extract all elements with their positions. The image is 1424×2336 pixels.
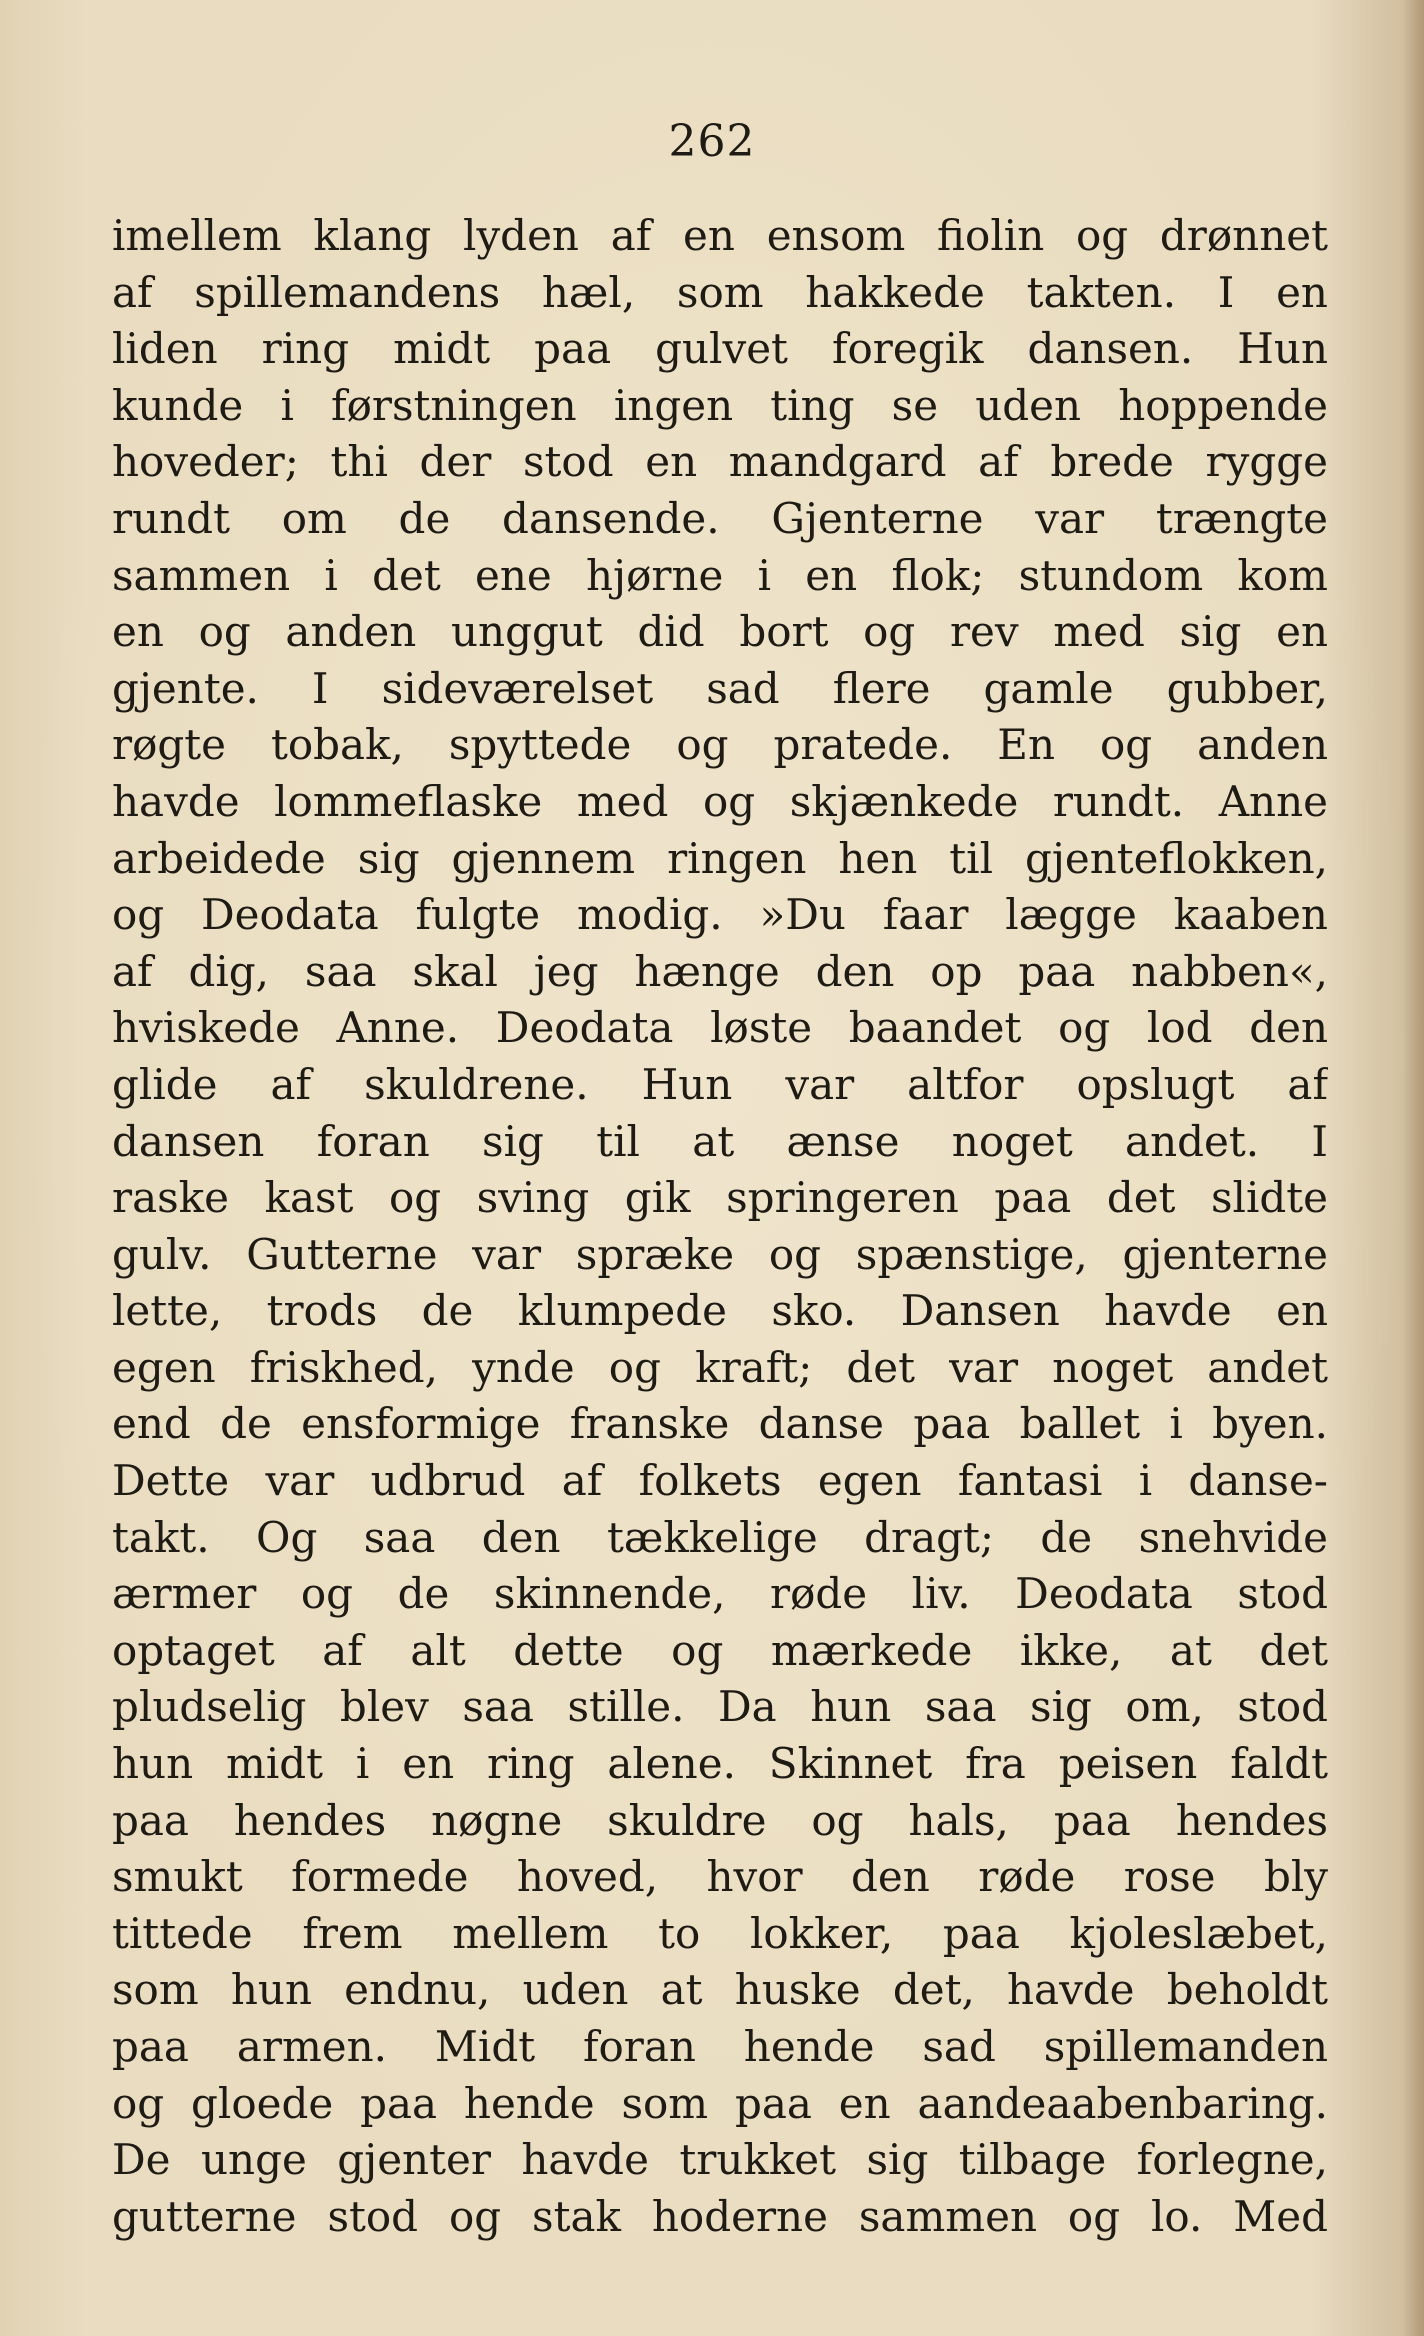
text-line: og gloede paa hende som paa en aandeaabenbaring. — [112, 2078, 1328, 2128]
text-line: glide af skuldrene. Hun var altfor opslugt af — [112, 1059, 1328, 1109]
text-line: raske kast og sving gik springeren paa det slidte — [112, 1173, 1328, 1223]
text-line: og Deodata fulgte modig. »Du faar lægge kaaben — [112, 890, 1328, 940]
text-line: hviskede Anne. Deodata løste baandet og lod den — [112, 1003, 1328, 1053]
text-line: rundt om de dansende. Gjenterne var trængte — [112, 493, 1328, 543]
text-line: liden ring midt paa gulvet foregik dansen. Hun — [112, 324, 1328, 374]
text-line: gjente. I sideværelset sad flere gamle gubber, — [112, 663, 1328, 713]
page-number: 262 — [668, 116, 756, 167]
text-line: end de ensformige franske danse paa ballet i byen. — [112, 1399, 1328, 1449]
text-line: sammen i det ene hjørne i en flok; stundom kom — [112, 550, 1328, 600]
text-line: ærmer og de skinnende, røde liv. Deodata stod — [112, 1569, 1328, 1619]
text-line: af spillemandens hæl, som hakkede takten. I en — [112, 267, 1328, 317]
text-line: kunde i førstningen ingen ting se uden hoppende — [112, 380, 1328, 430]
text-line: gulv. Gutterne var spræke og spænstige, gjenterne — [112, 1229, 1328, 1279]
text-line: røgte tobak, spyttede og pratede. En og anden — [112, 720, 1328, 770]
text-line: imellem klang lyden af en ensom fiolin og drønnet — [112, 211, 1328, 260]
text-line: pludselig blev saa stille. Da hun saa sig om, stod — [112, 1682, 1328, 1732]
text-line: gutterne stod og stak hoderne sammen og lo. Med — [112, 2191, 1328, 2241]
text-line: smukt formede hoved, hvor den røde rose bly — [112, 1852, 1328, 1902]
text-line: paa hendes nøgne skuldre og hals, paa hendes — [112, 1795, 1328, 1845]
text-line: egen friskhed, ynde og kraft; det var noget andet — [112, 1342, 1328, 1392]
text-line: havde lommeflaske med og skjænkede rundt. Anne — [112, 776, 1328, 826]
text-line: optaget af alt dette og mærkede ikke, at det — [112, 1625, 1328, 1675]
text-line: De unge gjenter havde trukket sig tilbage forlegne, — [112, 2135, 1328, 2185]
text-line: lette, trods de klumpede sko. Dansen havde en — [112, 1286, 1328, 1336]
text-line: tittede frem mellem to lokker, paa kjoleslæbet, — [112, 1908, 1328, 1958]
text-line: Dette var udbrud af folkets egen fantasi i danse- — [112, 1456, 1328, 1506]
body-text — [112, 208, 1328, 2245]
text-line: hun midt i en ring alene. Skinnet fra peisen faldt — [112, 1739, 1328, 1789]
text-line: en og anden unggut did bort og rev med sig en — [112, 607, 1328, 657]
text-line: hoveder; thi der stod en mandgard af brede rygge — [112, 437, 1328, 487]
text-line: arbeidede sig gjennem ringen hen til gjenteflokken, — [112, 833, 1328, 883]
page-edge-shadow — [1402, 0, 1424, 2336]
text-line: paa armen. Midt foran hende sad spillemanden — [112, 2022, 1328, 2071]
text-line: dansen foran sig til at ænse noget andet. I — [112, 1116, 1328, 1166]
text-line: takt. Og saa den tækkelige dragt; de snehvide — [112, 1512, 1328, 1562]
text-line: af dig, saa skal jeg hænge den op paa nabben«, — [112, 946, 1328, 996]
text-line: som hun endnu, uden at huske det, havde beholdt — [112, 1965, 1328, 2015]
